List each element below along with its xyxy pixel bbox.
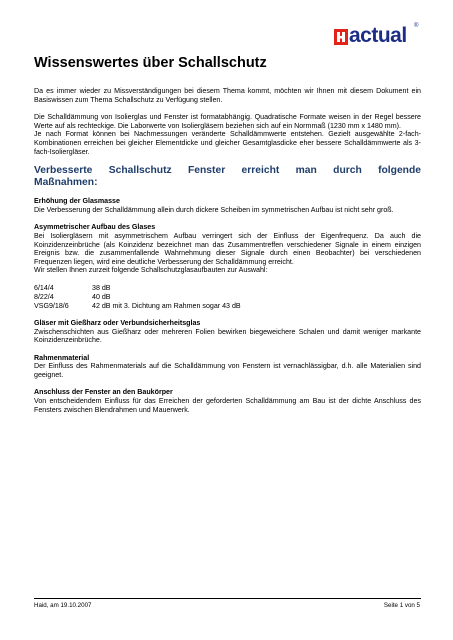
logo-text: actual: [349, 24, 407, 47]
glass-value: 38 dB: [92, 283, 111, 292]
document-body: [34, 87, 421, 414]
measurement-paragraph: Je nach Format können bei Nachmessungen veränderte Schalldämmwerte entstehen. Gezielt ausgewählte 2-fach-Kombinationen erreichen bei gleicher Elementdicke und gleicher Gesamtglasdicke eher bessere Schalldämmwerte als 3-fach-Isoliergläser.: [34, 130, 421, 156]
item-text-asymmetric-selection: Wir stellen Ihnen zurzeit folgende Schallschutzglasaufbauten zur Auswahl:: [34, 266, 268, 275]
item-text-resin: Zwischenschichten aus Gießharz oder mehreren Folien bewirken biegeweichere Schalen und damit weniger markante Koinzidenzeinbrüche.: [34, 327, 421, 345]
glass-options-list: [34, 284, 421, 311]
glass-value: 42 dB mit 3. Dichtung am Rahmen sogar 43 dB: [92, 301, 241, 310]
glass-build: 8/22/4: [34, 292, 54, 301]
glass-build: VSG9/18/6: [34, 301, 69, 310]
glass-option-row: [34, 302, 421, 311]
item-text-frame: Der Einfluss des Rahmenmaterials auf die Schalldämmung von Fenstern ist vernachlässigbar, d.h. alle Materialien sind geeignet.: [34, 362, 421, 379]
item-heading-asymmetric: Asymmetrischer Aufbau des Glases: [34, 223, 156, 232]
glass-option-row: [34, 293, 421, 302]
format-paragraph: Die Schalldämmung von Isolierglas und Fenster ist formatabhängig. Quadratische Formate weisen in der Regel bessere Werte auf als rechteckige. Die Laborwerte von Isoliergläsern beziehen sich auf ein Normmaß (1230 mm x 1480 mm).: [34, 113, 421, 130]
section-heading: Verbesserte Schallschutz Fenster erreicht man durch folgende: [34, 165, 421, 177]
item-heading-glass-mass: Erhöhung der Glasmasse: [34, 197, 120, 206]
footer-date: Haid, am 19.10.2007: [34, 602, 92, 609]
page-title: Wissenswertes über Schallschutz: [34, 55, 267, 71]
section-heading-continued: Maßnahmen:: [34, 177, 98, 189]
glass-option-row: [34, 284, 421, 293]
item-heading-frame: Rahmenmaterial: [34, 353, 90, 362]
glass-value: 40 dB: [92, 292, 111, 301]
item-heading-connection: Anschluss der Fenster an den Baukörper: [34, 388, 173, 397]
item-heading-resin: Gläser mit Gießharz oder Verbundsicherheitsglas: [34, 318, 201, 327]
logo-mark-icon: [334, 29, 348, 45]
intro-paragraph: Da es immer wieder zu Missverständigungen bei diesem Thema kommt, möchten wir Ihnen mit diesem Dokument ein Basiswissen zum Thema Schallschutz zu Verfügung stellen.: [34, 87, 421, 104]
item-text-glass-mass: Die Verbesserung der Schalldämmung allein durch dickere Scheiben im symmetrischen Aufbau ist nicht sehr groß.: [34, 205, 394, 214]
glass-build: 6/14/4: [34, 283, 54, 292]
item-text-connection: Von entscheidendem Einfluss für das Erreichen der geforderten Schalldämmung am Bau ist der dichte Anschluss des Fensters zwischen Blendrahmen und Mauerwerk.: [34, 397, 421, 414]
footer-page-number: Seite 1 von 5: [383, 602, 420, 609]
footer-divider: [34, 598, 421, 599]
logo-registered-mark: ®: [414, 23, 419, 29]
actual-logo: [334, 23, 420, 48]
item-text-asymmetric: Bei Isoliergläsern mit asymmetrischem Aufbau verringert sich der Einfluss der Eigenfrequenz. Da auch die Koinzidenzeinbrüche (als Koinzidenz bezeichnet man das Zusammentreffen verschiedener Signale in einem einzigen Ereignis bzw. die zusammenfallende Wahrnehmung dieser Signale durch einen Beobachter) bei verschiedenen Frequenzen liegen, wird eine deutliche Verbesserung der Schalldämmung erreicht.: [34, 231, 421, 266]
